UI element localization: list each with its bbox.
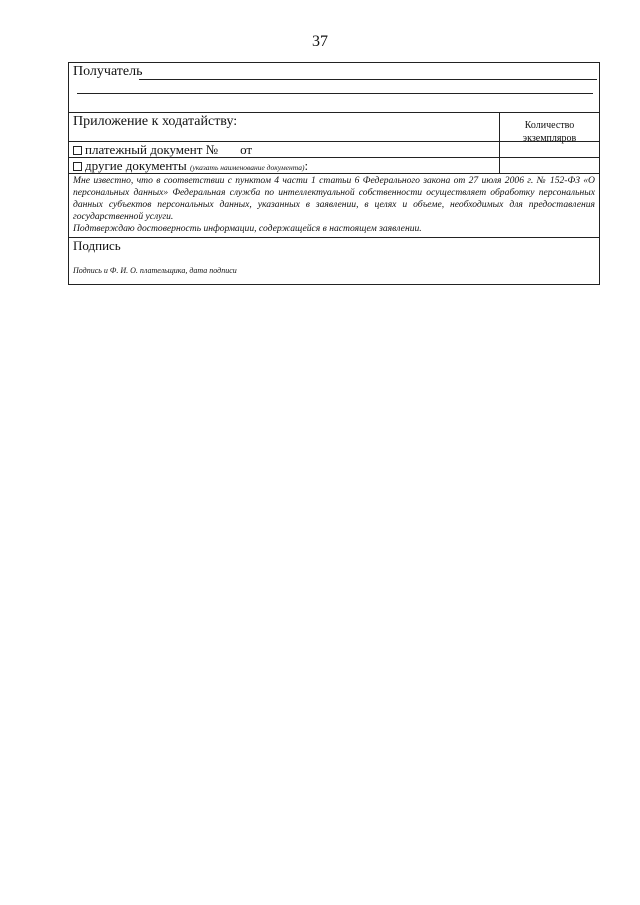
personal-data-consent xyxy=(69,174,599,238)
quantity-header: Количество экземпляров xyxy=(499,113,599,141)
recipient-line-1[interactable] xyxy=(139,79,597,80)
confirmation-paragraph: Подтверждаю достоверность информации, содержащейся в настоящем заявлении. xyxy=(73,223,422,234)
other-documents-checkbox[interactable] xyxy=(73,162,82,171)
other-documents-hint: (указать наименование документа) xyxy=(189,163,305,172)
signature-section xyxy=(69,238,599,284)
other-documents-suffix: : xyxy=(304,158,309,173)
payment-document-quantity[interactable] xyxy=(499,142,599,157)
consent-paragraph: Мне известно, что в соответствии с пунктом 4 части 1 статьи 6 Федерального закона от 27 июля 2006 г. № 152-ФЗ «О персональных данных» Федеральная служба по интеллектуальной собственности осуществляет обработку персональных данных субъектов персональных данных, указанных в заявлении, в целях и объеме, необходимых для предоставления государственной услуги. xyxy=(73,175,595,222)
signature-caption: Подпись и Ф. И. О. плательщика, дата подписи xyxy=(73,266,237,275)
payment-document-checkbox[interactable] xyxy=(73,146,82,155)
attachment-header xyxy=(69,113,599,142)
recipient-label: Получатель xyxy=(73,64,143,79)
payment-document-from-label: от xyxy=(240,142,253,157)
payment-document-label: платежный документ № xyxy=(85,142,219,157)
recipient-line-2[interactable] xyxy=(77,93,593,94)
recipient-section xyxy=(69,63,599,113)
other-documents-row xyxy=(69,158,599,174)
payment-document-row xyxy=(69,142,599,158)
other-documents-label: другие документы xyxy=(85,158,187,173)
signature-title: Подпись xyxy=(73,238,121,253)
attachment-title: Приложение к ходатайству: xyxy=(73,114,238,129)
other-documents-quantity[interactable] xyxy=(499,158,599,173)
page-number: 37 xyxy=(312,33,328,50)
application-form xyxy=(68,62,600,285)
